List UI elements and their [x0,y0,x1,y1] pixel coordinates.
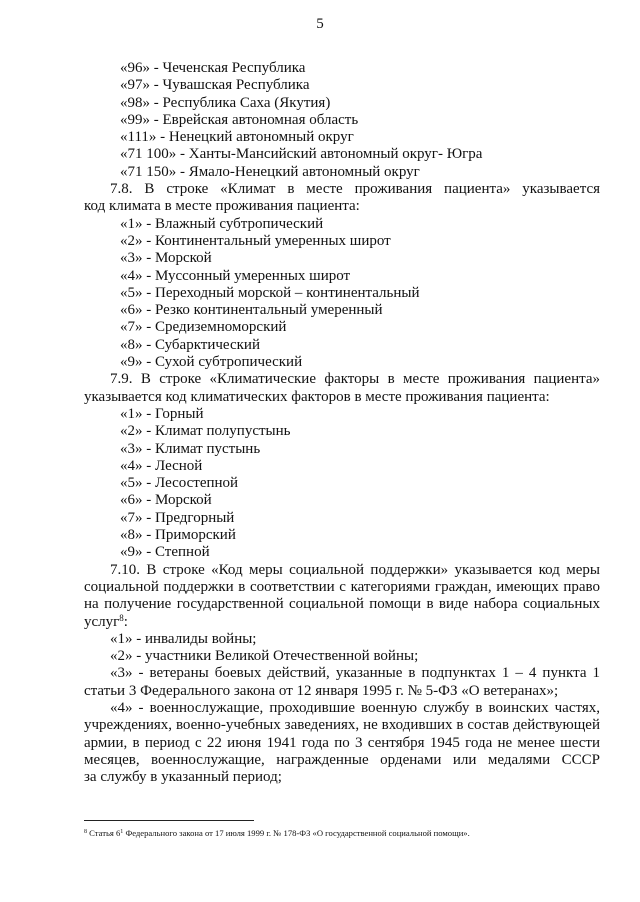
climate-code-item: «6» - Резко континентальный умеренный [120,302,383,319]
footnote-reference: 8 [119,612,124,623]
climate-code-item: «1» - Влажный субтропический [120,215,324,232]
climate-code-item: «5» - Переходный морской – континентальный [120,284,420,301]
region-code-item: «71 100» - Ханты-Мансийский автономный округ- Югра [120,146,483,163]
section-7-8-heading: 7.8. В строке «Климат в месте проживания пациента» указывается [110,181,600,198]
climate-factor-item: «9» - Степной [120,544,210,561]
section-7-10-text: социальной поддержки в соответствии с категориями граждан, имеющих право [84,578,600,595]
support-code-item-cont: армии, в период с 22 июня 1941 года по 3 сентября 1945 года не менее шести [84,734,600,751]
support-code-item: «1» - инвалиды войны; [110,630,257,647]
climate-factor-item: «5» - Лесостепной [120,475,239,492]
region-code-item: «98» - Республика Саха (Якутия) [120,94,331,111]
climate-factor-item: «8» - Приморский [120,527,236,544]
document-body [84,60,600,786]
section-7-8-heading-cont: код климата в месте проживания пациента: [84,198,360,215]
climate-code-item: «3» - Морской [120,250,212,267]
region-code-item: «97» - Чувашская Республика [120,77,310,94]
climate-factor-item: «2» - Климат полупустынь [120,423,291,440]
climate-factor-item: «1» - Горный [120,405,204,422]
footnote-text-cont: Федерального закона от 17 июля 1999 г. № 178-ФЗ «О государственной социальной помощи». [123,828,470,838]
footnote [84,828,600,839]
climate-code-item: «9» - Сухой субтропический [120,354,303,371]
section-7-9-heading: 7.9. В строке «Климатические факторы в месте проживания пациента» [110,371,600,388]
region-code-item: «111» - Ненецкий автономный округ [120,129,354,146]
climate-factor-item: «3» - Климат пустынь [120,440,261,457]
footnote-marker: 8 [84,829,87,835]
support-code-item: «3» - ветераны боевых действий, указанные в подпунктах 1 – 4 пункта 1 [110,665,600,682]
region-code-item: «96» - Чеченская Республика [120,60,306,76]
services-word: услуг [84,613,120,630]
page-number: 5 [316,16,324,32]
climate-code-item: «7» - Средиземноморский [120,319,287,336]
support-code-item-cont: за службу в указанный период; [84,769,282,786]
support-code-item-cont: статьи 3 Федерального закона от 12 января 1995 г. № 5-ФЗ «О ветеранах»; [84,682,559,699]
region-code-item: «71 150» - Ямало-Ненецкий автономный округ [120,163,420,180]
section-7-10-text [84,614,600,631]
climate-code-item: «4» - Муссонный умеренных широт [120,267,351,284]
support-code-item: «2» - участники Великой Отечественной войны; [110,648,419,665]
climate-factor-item: «6» - Морской [120,492,212,509]
footnote-text: Статья 6 [87,828,121,838]
support-code-item: «4» - военнослужащие, проходившие военную службу в воинских частях, [110,699,600,716]
climate-code-item: «8» - Субарктический [120,336,260,353]
footnote-divider [84,820,254,821]
climate-factor-item: «4» - Лесной [120,457,203,474]
support-code-item-cont: месяцев, военнослужащие, награжденные орденами или медалями СССР [84,751,600,768]
section-7-10-heading: 7.10. В строке «Код меры социальной поддержки» указывается код меры [110,561,600,578]
region-code-item: «99» - Еврейская автономная область [120,111,359,128]
climate-factor-item: «7» - Предгорный [120,509,235,526]
footnote-article-sup: 1 [120,829,124,835]
climate-code-item: «2» - Континентальный умеренных широт [120,232,391,249]
services-colon: : [123,613,128,630]
section-7-9-heading-cont: указывается код климатических факторов в месте проживания пациента: [84,388,550,405]
support-code-item-cont: учреждениях, военно-учебных заведениях, не входивших в состав действующей [84,717,600,734]
section-7-10-text: на получение государственной социальной помощи в виде набора социальных [84,596,600,613]
